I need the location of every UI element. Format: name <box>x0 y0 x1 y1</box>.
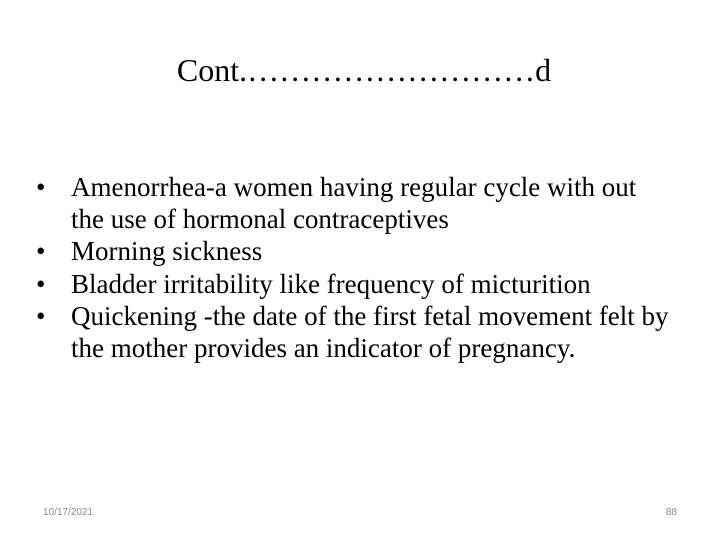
bullet-item <box>36 172 676 235</box>
bullet-icon: • <box>36 301 46 331</box>
bullet-item <box>36 236 676 268</box>
bullet-text: Quickening -the date of the first fetal movement felt by the mother provides an indicator of pregnancy. <box>71 301 669 363</box>
bullet-text: Bladder irritability like frequency of micturition <box>71 268 591 299</box>
bullet-list <box>36 172 676 365</box>
footer-date: 10/17/2021 <box>43 507 94 518</box>
bullet-text: Amenorrhea-a women having regular cycle with out the use of hormonal contraceptives <box>71 172 637 234</box>
bullet-icon: • <box>36 236 46 266</box>
footer-page-number: 88 <box>665 507 677 518</box>
bullet-icon: • <box>36 172 46 202</box>
bullet-text: Morning sickness <box>71 236 263 266</box>
slide-title: Cont.………………………d <box>176 52 552 88</box>
bullet-item <box>36 301 676 364</box>
bullet-item <box>36 269 676 301</box>
bullet-icon: • <box>36 268 46 299</box>
